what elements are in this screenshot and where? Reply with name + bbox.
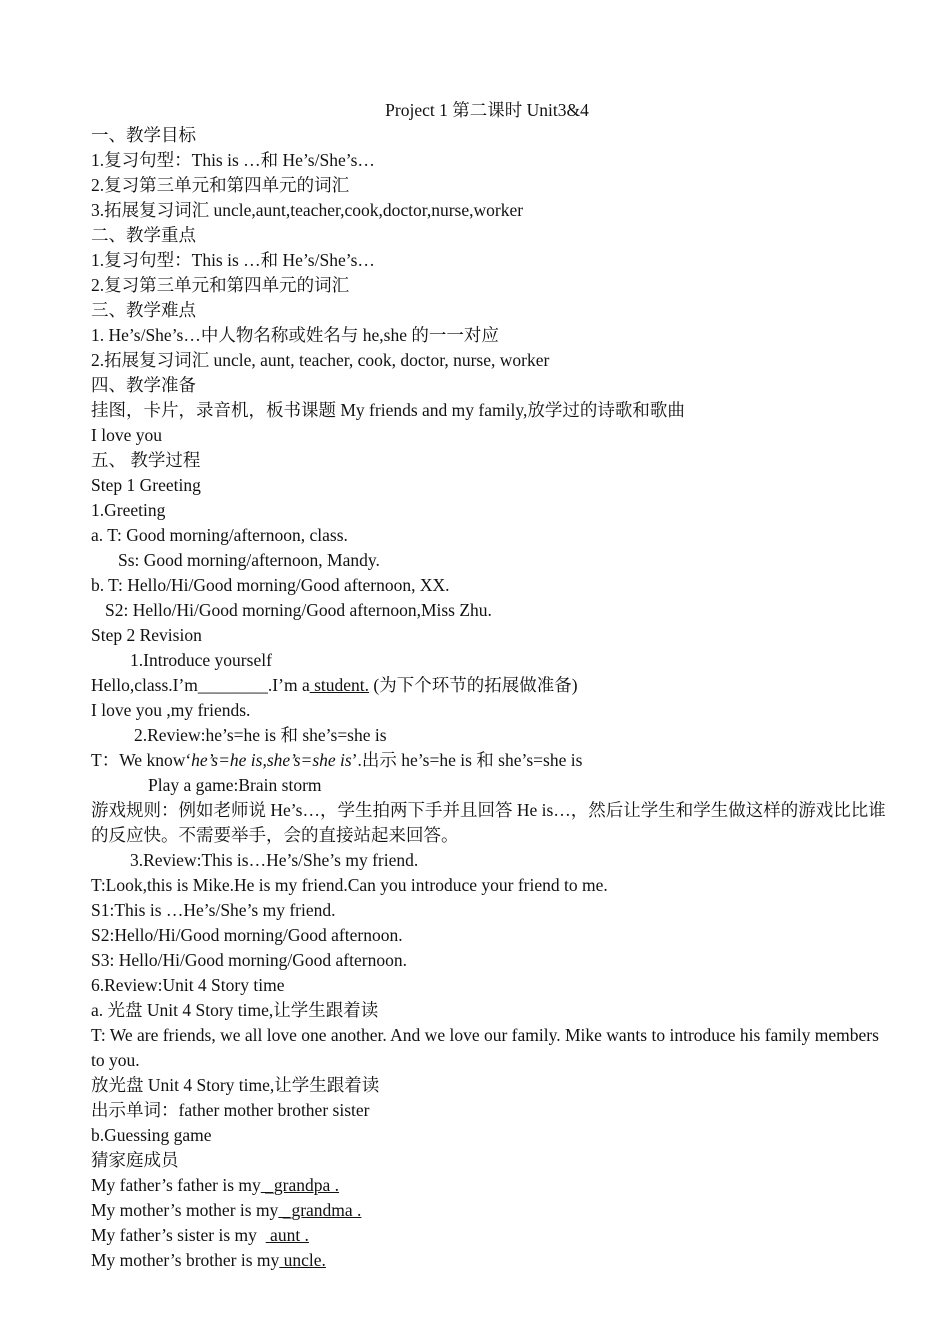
sub-heading: b.Guessing game: [91, 1125, 212, 1145]
teacher-line: [91, 748, 891, 773]
text-run: My mother’s mother is my: [91, 1200, 279, 1220]
step-title: Step 1 Greeting: [91, 475, 201, 495]
section-heading-goals: 一、教学目标: [91, 125, 196, 145]
dialogue-line: S3: Hello/Hi/Good morning/Good afternoon.: [91, 950, 407, 970]
underlined-word: student.: [309, 675, 370, 695]
text-run: My mother’s brother is my: [91, 1250, 280, 1270]
fill-blank: ________: [197, 675, 268, 695]
text-run: Hello,class.I’m: [91, 675, 198, 695]
text-run: ’.出示 he’s=he is 和 she’s=she is: [351, 750, 583, 770]
dialogue-line: S2:Hello/Hi/Good morning/Good afternoon.: [91, 925, 403, 945]
underlined-answer: aunt .: [265, 1225, 309, 1245]
hello-line: [91, 673, 891, 698]
underlined-answer: uncle.: [279, 1250, 326, 1270]
underlined-answer: _grandma .: [278, 1200, 362, 1220]
text-line: I love you ,my friends.: [91, 700, 251, 720]
game-line: Play a game:Brain storm: [148, 775, 322, 795]
text-run: My father’s sister is my: [91, 1225, 266, 1245]
key-point-item: 1.复习句型：This is …和 He’s/She’s…: [91, 250, 375, 270]
dialogue-line: S1:This is …He’s/She’s my friend.: [91, 900, 336, 920]
text-run: T：We know‘: [91, 750, 192, 770]
dialogue-line: S2: Hello/Hi/Good morning/Good afternoon,Miss Zhu.: [105, 600, 492, 620]
document-title: Project 1 第二课时 Unit3&4: [385, 100, 589, 120]
text-line: 放光盘 Unit 4 Story time,让学生跟着读: [91, 1075, 380, 1095]
section-heading-process: 五、 教学过程: [91, 450, 201, 470]
guess-line: [91, 1173, 891, 1198]
dialogue-line: b. T: Hello/Hi/Good morning/Good afternoon, XX.: [91, 575, 450, 595]
goal-item: 3.拓展复习词汇 uncle,aunt,teacher,cook,doctor,nurse,worker: [91, 200, 524, 220]
difficulty-item: 2.拓展复习词汇 uncle, aunt, teacher, cook, doctor, nurse, worker: [91, 350, 550, 370]
text-run: .I’m a: [267, 675, 310, 695]
underlined-answer: _grandpa .: [260, 1175, 340, 1195]
guess-line: [91, 1248, 891, 1273]
dialogue-line: Ss: Good morning/afternoon, Mandy.: [118, 550, 380, 570]
goal-item: 1.复习句型：This is …和 He’s/She’s…: [91, 150, 375, 170]
text-run: My father’s father is my: [91, 1175, 261, 1195]
text-run: (为下个环节的拓展做准备): [369, 675, 578, 695]
section-heading-preparation: 四、教学准备: [91, 375, 196, 395]
step-title: Step 2 Revision: [91, 625, 202, 645]
dialogue-line: a. T: Good morning/afternoon, class.: [91, 525, 348, 545]
section-heading-key-points: 二、教学重点: [91, 225, 196, 245]
guess-line: [91, 1198, 891, 1223]
sub-heading: 2.Review:he’s=he is 和 she’s=she is: [134, 725, 387, 745]
preparation-line: 挂图，卡片，录音机，板书课题 My friends and my family,放学过的诗歌和歌曲: [91, 400, 685, 420]
document-body: [91, 123, 891, 1273]
sub-heading: 6.Review:Unit 4 Story time: [91, 975, 285, 995]
goal-item: 2.复习第三单元和第四单元的词汇: [91, 175, 350, 195]
teacher-paragraph: T: We are friends, we all love one another. And we love our family. Mike wants to introduce his family members to you.: [91, 1025, 879, 1070]
key-point-item: 2.复习第三单元和第四单元的词汇: [91, 275, 350, 295]
italic-text: he’s=he is,she’s=she is: [191, 750, 352, 770]
game-rules-paragraph: 游戏规则：例如老师说 He’s…，学生拍两下手并且回答 He is…，然后让学生和学生做这样的游戏比比谁的反应快。不需要举手，会的直接站起来回答。: [91, 800, 886, 845]
text-line: 出示单词：father mother brother sister: [91, 1100, 370, 1120]
text-line: a. 光盘 Unit 4 Story time,让学生跟着读: [91, 1000, 379, 1020]
sub-heading: 1.Introduce yourself: [130, 650, 272, 670]
difficulty-item: 1. He’s/She’s…中人物名称或姓名与 he,she 的一一对应: [91, 325, 499, 345]
section-heading-difficulties: 三、教学难点: [91, 300, 196, 320]
preparation-line: I love you: [91, 425, 162, 445]
sub-heading: 1.Greeting: [91, 500, 166, 520]
guess-line: [91, 1223, 891, 1248]
text-line: 猜家庭成员: [91, 1150, 179, 1170]
sub-heading: 3.Review:This is…He’s/She’s my friend.: [130, 850, 419, 870]
dialogue-line: T:Look,this is Mike.He is my friend.Can you introduce your friend to me.: [91, 875, 608, 895]
